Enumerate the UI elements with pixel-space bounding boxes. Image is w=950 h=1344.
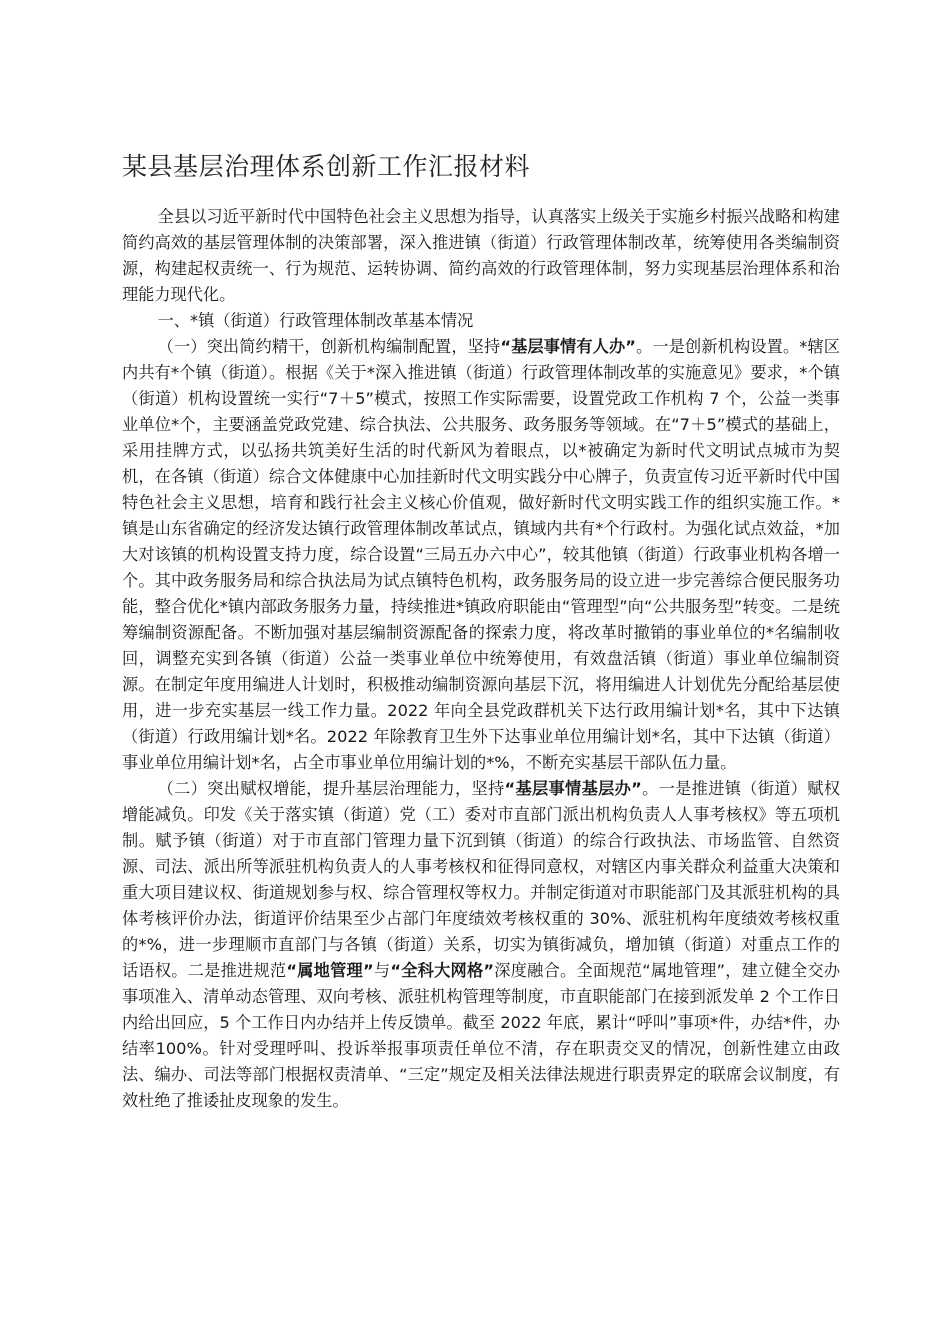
subsection-1-emphasis: “基层事情有人办”: [500, 337, 636, 356]
subsection-1-paragraph: [122, 334, 840, 776]
subsection-1-lead: （一）突出简约精干，创新机构编制配置，坚持: [157, 337, 501, 356]
subsection-1-body: 。一是创新机构设置。*辖区内共有*个镇（街道）。根据《关于*深入推进镇（街道）行政管理体制改革的实施意见》要求，*个镇（街道）机构设置统一实行“7＋5”模式，按照工作实际需要，设置党政工作机构 7 个，公益一类事业单位*个，主要涵盖党政党建、综合执法、公共服务、政务服务等领域。在“7＋5”模式的基础上，采用挂牌方式，以弘扬共筑美好生活的时代新风为着眼点，以*被确定为新时代文明试点城市为契机，在各镇（街道）综合文体健康中心加挂新时代文明实践分中心牌子，负责宣传习近平新时代中国特色社会主义思想，培育和践行社会主义核心价值观，做好新时代文明实践工作的组织实施工作。*镇是山东省确定的经济发达镇行政管理体制改革试点，镇域内共有*个行政村。为强化试点效益，*加大对该镇的机构设置支持力度，综合设置“三局五办六中心”，较其他镇（街道）行政事业机构各增一个。其中政务服务局和综合执法局为试点镇特色机构，政务服务局的设立进一步完善综合便民服务功能，整合优化*镇内部政务服务力量，持续推进*镇政府职能由“管理型”向“公共服务型”转变。二是统筹编制资源配备。不断加强对基层编制资源配备的探索力度，将改革时撤销的事业单位的*名编制收回，调整充实到各镇（街道）公益一类事业单位中统筹使用，有效盘活镇（街道）事业单位编制资源。在制定年度用编进人计划时，积极推动编制资源向基层下沉，将用编进人计划优先分配给基层使用，进一步充实基层一线工作力量。2022 年向全县党政群机关下达行政用编计划*名，其中下达镇（街道）行政用编计划*名。2022 年除教育卫生外下达事业单位用编计划*名，其中下达镇（街道）事业单位用编计划*名，占全市事业单位用编计划的*%，不断充实基层干部队伍力量。: [122, 337, 840, 772]
document-title: 某县基层治理体系创新工作汇报材料: [122, 152, 531, 181]
intro-paragraph: 全县以习近平新时代中国特色社会主义思想为指导，认真落实上级关于实施乡村振兴战略和构建简约高效的基层管理体制的决策部署，深入推进镇（街道）行政管理体制改革，统筹使用各类编制资源，构建起权责统一、行为规范、运转协调、简约高效的行政管理体制，努力实现基层治理体系和治理能力现代化。: [122, 207, 840, 304]
document-page: [122, 150, 840, 1114]
subsection-2-lead: （二）突出赋权增能，提升基层治理能力，坚持: [157, 779, 505, 798]
subsection-2-emphasis-2: “属地管理”: [286, 961, 374, 980]
subsection-2-body-2: 深度融合。全面规范“属地管理”，建立健全交办事项准入、清单动态管理、双向考核、派驻机构管理等制度，市直职能部门在接到派发单 2 个工作日内给出回应，5 个工作日内办结并上传反馈单。截至 2022 年底，累计“呼叫”事项*件，办结*件，办结率100%。针对受理呼叫、投诉举报事项责任单位不清，存在职责交叉的情况，创新性建立由政法、编办、司法等部门根据权责清单、“三定”规定及相关法律法规进行职责界定的联席会议制度，有效杜绝了推诿扯皮现象的发生。: [122, 961, 841, 1110]
subsection-2-emphasis-1: “基层事情基层办”: [504, 779, 642, 798]
subsection-2-body-1: 。一是推进镇（街道）赋权增能减负。印发《关于落实镇（街道）党（工）委对市直部门派出机构负责人人事考核权》等五项机制。赋予镇（街道）对于市直部门管理力量下沉到镇（街道）的综合行政执法、市场监管、自然资源、司法、派出所等派驻机构负责人的人事考核权和征得同意权，对辖区内事关群众利益重大决策和重大项目建议权、街道规划参与权、综合管理权等权力。并制定街道对市职能部门及其派驻机构的具体考核评价办法，街道评价结果至少占部门年度绩效考核权重的 30%、派驻机构年度绩效考核权重的*%，进一步理顺市直部门与各镇（街道）关系，切实为镇街减负，增加镇（街道）对重点工作的话语权。二是推进规范: [122, 779, 841, 980]
subsection-2-connector: 与: [373, 961, 391, 980]
subsection-2-emphasis-3: “全科大网格”: [390, 961, 495, 980]
section-heading-1: 一、*镇（街道）行政管理体制改革基本情况: [157, 311, 474, 330]
subsection-2-paragraph: [122, 776, 840, 1114]
